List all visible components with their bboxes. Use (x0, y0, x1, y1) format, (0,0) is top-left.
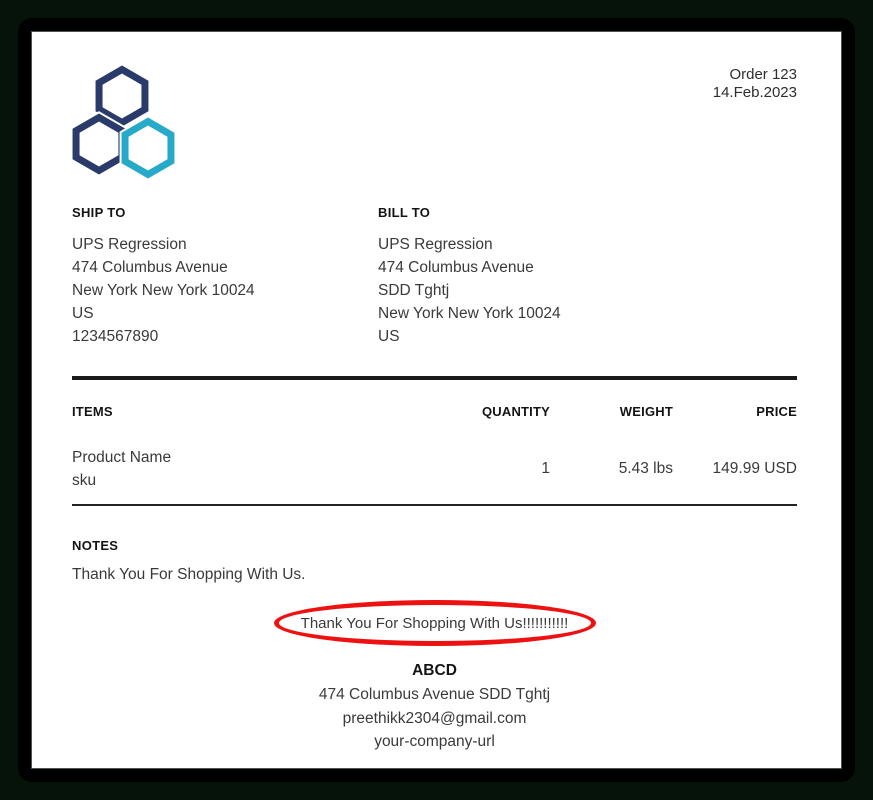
column-header-price: PRICE (756, 404, 797, 419)
company-address: 474 Columbus Avenue SDD Tghtj (318, 686, 551, 703)
table-top-divider (72, 376, 797, 380)
bill-to-country: US (378, 328, 400, 345)
item-quantity: 1 (541, 460, 550, 477)
bill-to-label: BILL TO (378, 205, 431, 220)
item-name: Product Name (72, 449, 172, 466)
bill-to-street: 474 Columbus Avenue (378, 259, 534, 276)
ship-to-country: US (72, 305, 94, 322)
items-table-header (72, 404, 797, 420)
bill-to-street2: SDD Tghtj (378, 282, 450, 299)
highlight-text: Thank You For Shopping With Us!!!!!!!!!!! (300, 614, 569, 632)
highlight-section (72, 600, 797, 646)
company-name: ABCD (412, 662, 457, 679)
bill-to-name: UPS Regression (378, 236, 493, 253)
ship-to-label: SHIP TO (72, 205, 126, 220)
item-row (72, 446, 797, 492)
notes-text: Thank You For Shopping With Us. (72, 566, 306, 583)
company-url: your-company-url (374, 733, 495, 750)
bill-to-block (378, 205, 561, 348)
ship-to-street: 474 Columbus Avenue (72, 259, 228, 276)
bill-to-city: New York New York 10024 (378, 305, 561, 322)
item-sku: sku (72, 472, 97, 489)
ship-to-city: New York New York 10024 (72, 282, 255, 299)
three-hexagons-logo-icon (72, 62, 176, 180)
ship-to-block (72, 205, 378, 348)
ship-to-name: UPS Regression (72, 236, 187, 253)
company-email: preethikk2304@gmail.com (342, 709, 527, 727)
notes-label: NOTES (72, 538, 119, 553)
notes-section (72, 538, 797, 585)
document-header (72, 32, 797, 180)
item-price: 149.99 USD (712, 460, 797, 477)
order-number: Order 123 (729, 66, 797, 83)
red-circle-annotation (274, 600, 596, 646)
order-date: 14.Feb.2023 (712, 84, 797, 101)
table-bottom-divider (72, 504, 797, 506)
ship-to-phone: 1234567890 (72, 328, 159, 345)
document-footer (72, 659, 797, 754)
column-header-weight: WEIGHT (619, 404, 673, 419)
order-info (713, 66, 797, 102)
column-header-items: ITEMS (72, 404, 113, 419)
column-header-quantity: QUANTITY (481, 404, 550, 419)
address-section (72, 205, 797, 348)
packing-slip-document (32, 32, 841, 768)
item-name-cell (72, 446, 420, 492)
item-weight: 5.43 lbs (618, 460, 673, 477)
